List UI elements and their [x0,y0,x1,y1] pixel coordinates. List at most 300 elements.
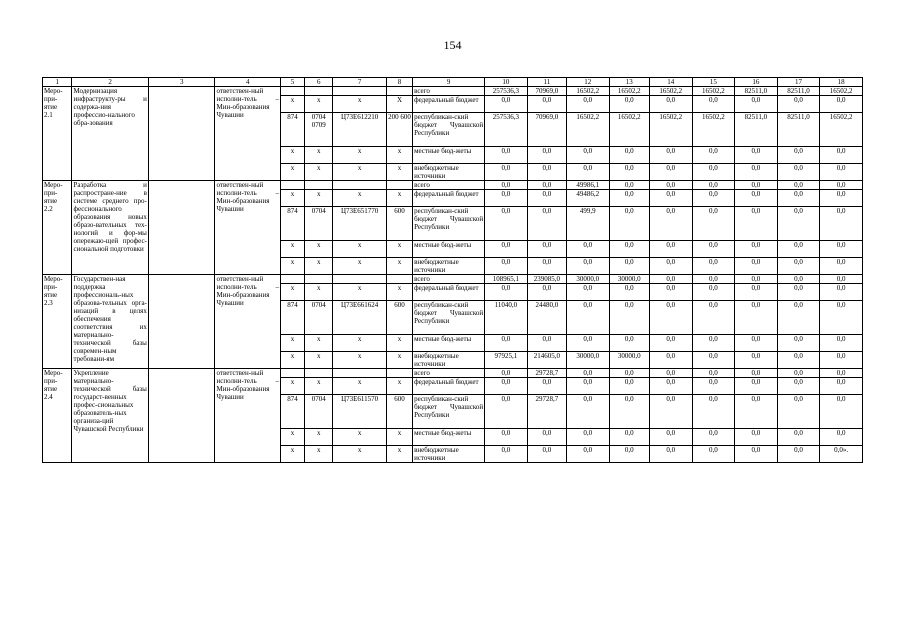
target-article-code: Ц73Е611570 [333,395,387,429]
amount-cell: 0,0 [649,241,692,258]
amount-cell: 214605,0 [527,352,566,369]
target-article-code: x [333,96,387,113]
column-number-row [43,78,863,87]
amount-cell: 0,0 [777,395,820,429]
amount-cell: 0,0 [777,258,820,275]
amount-cell: 16502,2 [820,87,863,96]
amount-cell: 0,0 [820,335,863,352]
measure-name: Государствен-ная поддержка профессиональ-ных образова-тельных орга-низаций в целях обеспечения соответствия их материально-технической базы современ-ным требовани-ям [72,275,148,369]
measure-id: Меро- при- ятие 2.3 [43,275,72,369]
amount-cell: 0,0 [485,429,528,446]
expense-type-code: x [386,258,412,275]
grbs-code: x [280,96,304,113]
target-article-code: x [333,284,387,301]
amount-cell: 0,0 [692,369,735,378]
column-number: 4 [215,78,281,87]
expense-type-code: x [386,241,412,258]
amount-cell: 0,0 [692,284,735,301]
amount-cell: 0,0 [820,369,863,378]
amount-cell: 0,0 [777,181,820,190]
grbs-code: x [280,241,304,258]
amount-cell: 0,0 [820,190,863,207]
amount-cell: 49486,2 [567,190,610,207]
funding-source: местные бюд-жеты [413,429,485,446]
amount-cell: 0,0 [820,301,863,335]
grbs-code: x [280,352,304,369]
amount-cell: 49986,1 [567,181,610,190]
amount-cell: 0,0 [820,164,863,181]
section-code [305,275,333,284]
target-article-code [333,369,387,378]
target-article-code: Ц73Е612210 [333,113,387,147]
amount-cell: 0,0 [527,96,566,113]
amount-cell: 0,0 [485,369,528,378]
amount-cell: 0,0 [527,181,566,190]
amount-cell: 0,0 [735,352,778,369]
amount-cell: 0,0». [820,446,863,463]
grbs-code: 874 [280,113,304,147]
amount-cell: 0,0 [567,284,610,301]
amount-cell: 0,0 [649,190,692,207]
amount-cell: 0,0 [692,429,735,446]
amount-cell: 0,0 [567,369,610,378]
expense-type-code: x [386,335,412,352]
funding-source: всего [413,87,485,96]
amount-cell: 16502,2 [609,113,649,147]
target-article-code: Ц73Е661624 [333,301,387,335]
amount-cell: 82511,0 [735,87,778,96]
amount-cell: 0,0 [735,241,778,258]
amount-cell: 0,0 [735,147,778,164]
amount-cell: 257536,3 [485,113,528,147]
column-number: 16 [735,78,778,87]
amount-cell: 0,0 [692,352,735,369]
measure-executor: ответствен-ный исполни-тель – Мин-образования Чувашии [215,369,281,463]
section-code: x [305,241,333,258]
funding-source: местные бюд-жеты [413,147,485,164]
section-code: x [305,284,333,301]
amount-cell: 0,0 [735,164,778,181]
amount-cell: 16502,2 [692,87,735,96]
amount-cell: 16502,2 [649,113,692,147]
amount-cell: 30000,0 [609,352,649,369]
section-code [305,181,333,190]
grbs-code [280,181,304,190]
amount-cell: 0,0 [485,207,528,241]
amount-cell: 0,0 [777,369,820,378]
column-number: 18 [820,78,863,87]
funding-source: республикан-ский бюджет Чувашской Республики [413,207,485,241]
amount-cell: 0,0 [777,352,820,369]
amount-cell: 0,0 [527,446,566,463]
amount-cell: 16502,2 [609,87,649,96]
amount-cell: 0,0 [777,446,820,463]
amount-cell: 0,0 [609,369,649,378]
amount-cell: 0,0 [820,395,863,429]
amount-cell: 0,0 [485,258,528,275]
measure-executor: ответствен-ный исполни-тель – Мин-образования Чувашии [215,181,281,275]
amount-cell: 0,0 [735,96,778,113]
amount-cell: 16502,2 [567,87,610,96]
grbs-code [280,369,304,378]
table-row [43,275,863,284]
table-row [43,369,863,378]
measure-executor: ответствен-ный исполни-тель – Мин-образования Чувашии [215,275,281,369]
column-number: 1 [43,78,72,87]
amount-cell: 0,0 [609,147,649,164]
grbs-code: x [280,147,304,164]
amount-cell: 0,0 [609,181,649,190]
measure-id: Меро- при- ятие 2.4 [43,369,72,463]
amount-cell: 0,0 [735,369,778,378]
amount-cell: 0,0 [609,258,649,275]
section-code: x [305,96,333,113]
amount-cell: 0,0 [485,395,528,429]
target-article-code: x [333,335,387,352]
amount-cell: 0,0 [649,147,692,164]
amount-cell: 0,0 [485,241,528,258]
funding-source: внебюджетные источники [413,352,485,369]
column-number: 3 [148,78,215,87]
amount-cell: 70969,0 [527,113,566,147]
expense-type-code: x [386,429,412,446]
amount-cell: 0,0 [820,378,863,395]
amount-cell: 0,0 [527,258,566,275]
amount-cell: 82511,0 [777,113,820,147]
amount-cell: 0,0 [777,284,820,301]
grbs-code: x [280,284,304,301]
amount-cell: 0,0 [735,429,778,446]
funding-source: всего [413,369,485,378]
amount-cell: 16502,2 [649,87,692,96]
target-article-code [333,275,387,284]
amount-cell: 0,0 [735,190,778,207]
expense-type-code [386,369,412,378]
section-code [305,369,333,378]
measure-id: Меро- при- ятие 2.1 [43,87,72,181]
amount-cell: 0,0 [485,147,528,164]
amount-cell: 0,0 [485,378,528,395]
amount-cell: 0,0 [609,378,649,395]
amount-cell: 0,0 [567,335,610,352]
amount-cell: 0,0 [692,147,735,164]
amount-cell: 0,0 [692,301,735,335]
amount-cell: 0,0 [649,301,692,335]
amount-cell: 0,0 [692,181,735,190]
amount-cell: 0,0 [777,96,820,113]
expense-type-code: X [386,96,412,113]
table-row [43,181,863,190]
amount-cell: 0,0 [527,164,566,181]
amount-cell: 0,0 [649,429,692,446]
funding-source: федеральный бюджет [413,96,485,113]
amount-cell: 0,0 [527,207,566,241]
amount-cell: 0,0 [777,335,820,352]
amount-cell: 0,0 [609,190,649,207]
funding-source: внебюджетные источники [413,164,485,181]
grbs-code: 874 [280,207,304,241]
target-article-code: x [333,429,387,446]
grbs-code: x [280,378,304,395]
amount-cell: 0,0 [567,96,610,113]
amount-cell: 0,0 [820,284,863,301]
measure-name: Укрепление материально-технической базы государст-венных профес-сиональных образователь-ных организа-ций Чувашской Республики [72,369,148,463]
amount-cell: 0,0 [692,335,735,352]
amount-cell: 0,0 [649,446,692,463]
measure-name: Разработка и распростране-ние в системе среднего про-фессионального образования новых образо-вательных тех-нологий и фор-мы опережаю-щей профес-сиональной подготовки [72,181,148,275]
amount-cell: 0,0 [567,258,610,275]
amount-cell: 0,0 [735,446,778,463]
section-code: x [305,190,333,207]
section-code: 0704 [305,207,333,241]
amount-cell: 0,0 [485,164,528,181]
amount-cell: 97925,1 [485,352,528,369]
amount-cell: 0,0 [820,352,863,369]
amount-cell: 30000,0 [609,275,649,284]
column-number: 2 [72,78,148,87]
column-number: 7 [333,78,387,87]
amount-cell: 0,0 [527,147,566,164]
amount-cell: 0,0 [735,207,778,241]
section-code: x [305,429,333,446]
measure-id: Меро- при- ятие 2.2 [43,181,72,275]
target-article-code: x [333,147,387,164]
amount-cell: 257536,3 [485,87,528,96]
amount-cell: 0,0 [649,181,692,190]
amount-cell: 0,0 [567,241,610,258]
amount-cell: 0,0 [649,275,692,284]
amount-cell: 0,0 [692,378,735,395]
amount-cell: 0,0 [527,241,566,258]
amount-cell: 0,0 [777,275,820,284]
section-code: x [305,335,333,352]
amount-cell: 0,0 [567,164,610,181]
amount-cell: 0,0 [820,147,863,164]
amount-cell: 0,0 [609,446,649,463]
expense-type-code [386,181,412,190]
amount-cell: 0,0 [777,301,820,335]
amount-cell: 0,0 [609,284,649,301]
target-article-code: x [333,258,387,275]
column-number: 5 [280,78,304,87]
column-number: 6 [305,78,333,87]
amount-cell: 0,0 [735,378,778,395]
amount-cell: 82511,0 [777,87,820,96]
amount-cell: 0,0 [820,275,863,284]
amount-cell: 0,0 [527,284,566,301]
amount-cell: 0,0 [485,181,528,190]
amount-cell: 0,0 [649,335,692,352]
amount-cell: 0,0 [649,207,692,241]
expense-type-code: 200 600 [386,113,412,147]
column-number: 11 [527,78,566,87]
amount-cell: 30000,0 [567,275,610,284]
page-number: 154 [443,38,462,52]
grbs-code: x [280,429,304,446]
amount-cell: 0,0 [777,241,820,258]
grbs-code: 874 [280,301,304,335]
amount-cell: 0,0 [692,164,735,181]
amount-cell: 0,0 [609,395,649,429]
amount-cell: 16502,2 [567,113,610,147]
funding-source: федеральный бюджет [413,190,485,207]
section-code: 0704 0709 [305,113,333,147]
amount-cell: 0,0 [649,258,692,275]
table-body [43,78,863,463]
expense-type-code: x [386,378,412,395]
amount-cell: 0,0 [735,335,778,352]
amount-cell: 0,0 [777,190,820,207]
amount-cell: 0,0 [567,446,610,463]
expense-type-code [386,87,412,96]
measure-col3 [148,369,215,463]
amount-cell: 11040,0 [485,301,528,335]
section-code: x [305,352,333,369]
funding-source: федеральный бюджет [413,378,485,395]
funding-source: внебюджетные источники [413,446,485,463]
target-article-code: x [333,378,387,395]
amount-cell: 70969,0 [527,87,566,96]
amount-cell: 0,0 [735,258,778,275]
section-code: x [305,258,333,275]
expense-type-code: x [386,190,412,207]
target-article-code [333,87,387,96]
amount-cell: 239085,0 [527,275,566,284]
amount-cell: 0,0 [649,395,692,429]
measure-col3 [148,181,215,275]
funding-source: всего [413,275,485,284]
amount-cell: 0,0 [692,207,735,241]
grbs-code: 874 [280,395,304,429]
amount-cell: 0,0 [649,284,692,301]
amount-cell: 24480,0 [527,301,566,335]
section-code [305,87,333,96]
column-number: 13 [609,78,649,87]
amount-cell: 0,0 [735,284,778,301]
section-code: 0704 [305,395,333,429]
amount-cell: 0,0 [527,378,566,395]
funding-source: местные бюд-жеты [413,241,485,258]
target-article-code: x [333,164,387,181]
amount-cell: 0,0 [777,207,820,241]
funding-source: республикан-ский бюджет Чувашской Республики [413,301,485,335]
amount-cell: 0,0 [649,96,692,113]
measure-executor: ответствен-ный исполни-тель – Мин-образования Чувашии [215,87,281,181]
column-number: 10 [485,78,528,87]
expense-type-code: x [386,352,412,369]
funding-source: федеральный бюджет [413,284,485,301]
amount-cell: 0,0 [485,96,528,113]
target-article-code [333,181,387,190]
amount-cell: 0,0 [692,241,735,258]
amount-cell: 108965,1 [485,275,528,284]
grbs-code: x [280,446,304,463]
amount-cell: 0,0 [609,429,649,446]
amount-cell: 0,0 [649,369,692,378]
amount-cell: 82511,0 [735,113,778,147]
column-number: 17 [777,78,820,87]
grbs-code [280,275,304,284]
amount-cell: 0,0 [567,301,610,335]
amount-cell: 0,0 [567,378,610,395]
table-row [43,87,863,96]
target-article-code: x [333,446,387,463]
amount-cell: 0,0 [820,429,863,446]
amount-cell: 0,0 [692,96,735,113]
grbs-code: x [280,190,304,207]
amount-cell: 499,9 [567,207,610,241]
measure-col3 [148,87,215,181]
amount-cell: 0,0 [820,181,863,190]
amount-cell: 0,0 [735,275,778,284]
amount-cell: 16502,2 [820,113,863,147]
section-code: x [305,446,333,463]
column-number: 8 [386,78,412,87]
amount-cell: 0,0 [735,395,778,429]
amount-cell: 0,0 [649,378,692,395]
amount-cell: 0,0 [527,429,566,446]
amount-cell: 0,0 [609,241,649,258]
amount-cell: 30000,0 [567,352,610,369]
amount-cell: 0,0 [485,446,528,463]
amount-cell: 0,0 [777,164,820,181]
expense-type-code [386,275,412,284]
amount-cell: 0,0 [609,301,649,335]
amount-cell: 0,0 [777,429,820,446]
grbs-code: x [280,258,304,275]
amount-cell: 0,0 [609,207,649,241]
amount-cell: 0,0 [820,207,863,241]
column-number: 12 [567,78,610,87]
budget-table [42,77,863,463]
expense-type-code: x [386,284,412,301]
amount-cell: 0,0 [777,378,820,395]
amount-cell: 0,0 [692,190,735,207]
funding-source: местные бюд-жеты [413,335,485,352]
amount-cell: 0,0 [609,96,649,113]
amount-cell: 29728,7 [527,395,566,429]
amount-cell: 0,0 [820,258,863,275]
amount-cell: 0,0 [735,301,778,335]
amount-cell: 0,0 [692,258,735,275]
amount-cell: 0,0 [527,335,566,352]
measure-name: Модернизация инфраструкту-ры и содержа-ния профессио-нального обра-зования [72,87,148,181]
section-code: x [305,164,333,181]
amount-cell: 16502,2 [692,113,735,147]
amount-cell: 0,0 [485,335,528,352]
amount-cell: 29728,7 [527,369,566,378]
amount-cell: 0,0 [485,190,528,207]
section-code: 0704 [305,301,333,335]
amount-cell: 0,0 [567,395,610,429]
amount-cell: 0,0 [820,96,863,113]
target-article-code: x [333,190,387,207]
funding-source: республикан-ский бюджет Чувашской Республики [413,395,485,429]
target-article-code: x [333,352,387,369]
expense-type-code: 600 [386,395,412,429]
section-code: x [305,378,333,395]
amount-cell: 0,0 [692,275,735,284]
amount-cell: 0,0 [735,181,778,190]
target-article-code: Ц73Е651770 [333,207,387,241]
amount-cell: 0,0 [692,395,735,429]
grbs-code [280,87,304,96]
expense-type-code: x [386,164,412,181]
amount-cell: 0,0 [567,147,610,164]
funding-source: всего [413,181,485,190]
amount-cell: 0,0 [777,147,820,164]
amount-cell: 0,0 [609,335,649,352]
